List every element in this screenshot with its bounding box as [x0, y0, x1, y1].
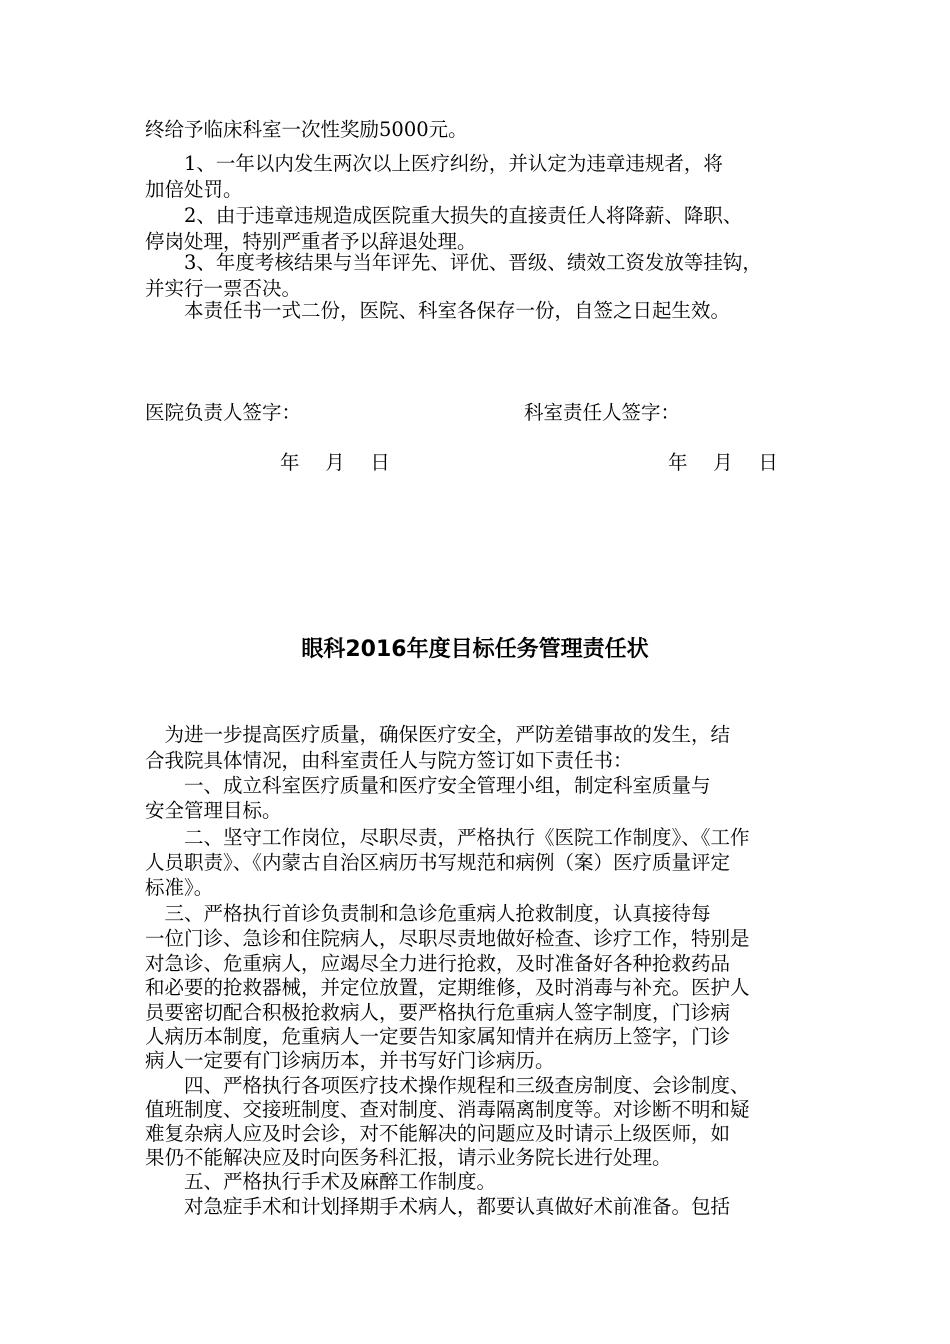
text-line: 四、严格执行各项医疗技术操作规程和三级查房制度、会诊制度、: [145, 1074, 750, 1097]
text-line: 三、严格执行首诊负责制和急诊危重病人抢救制度，认真接待每: [145, 902, 711, 925]
text-line: 难复杂病人应及时会诊，对不能解决的问题应及时请示上级医师，如: [145, 1122, 731, 1145]
hospital-signature-label: 医院负责人签字：: [145, 401, 302, 424]
text-line: 人员职责》、《内蒙古自治区病历书写规范和病例（案）医疗质量评定: [145, 851, 731, 874]
text-line: 二、坚守工作岗位，尽职尽责，严格执行《医院工作制度》、《工作: [145, 826, 750, 849]
text-line: 停岗处理，特别严重者予以辞退处理。: [145, 230, 477, 253]
text-line: 终给予临床科室一次性奖励5000元。: [145, 118, 468, 141]
text-line: 员要密切配合积极抢救病人，要严格执行危重病人签字制度，门诊病: [145, 1001, 731, 1024]
text-line: 标准》。: [145, 876, 214, 899]
text-line: 为进一步提高医疗质量，确保医疗安全，严防差错事故的发生，结: [145, 723, 731, 746]
text-line: 并实行一票否决。: [145, 277, 302, 300]
text-line: 本责任书一式二份，医院、科室各保存一份，自签之日起生效。: [145, 299, 731, 322]
text-line: 3、年度考核结果与当年评先、评优、晋级、绩效工资发放等挂钩，: [145, 251, 762, 274]
text-line: 1、一年以内发生两次以上医疗纠纷，并认定为违章违规者，将: [145, 152, 723, 175]
text-line: 对急症手术和计划择期手术病人，都要认真做好术前准备。包括: [145, 1195, 731, 1218]
text-line: 果仍不能解决应及时向医务科汇报，请示业务院长进行处理。: [145, 1146, 672, 1169]
text-line: 安全管理目标。: [145, 799, 282, 822]
document-title: 眼科2016年度目标任务管理责任状: [301, 637, 649, 662]
text-line: 2、由于违章违规造成医院重大损失的直接责任人将降薪、降职、: [145, 204, 743, 227]
text-line: 一位门诊、急诊和住院病人，尽职尽责地做好检查、诊疗工作，特别是: [145, 927, 750, 950]
text-line: 加倍处罚。: [145, 178, 243, 201]
text-line: 病人一定要有门诊病历本，并书写好门诊病历。: [145, 1049, 555, 1072]
department-date: 年 月 日: [668, 451, 778, 474]
department-signature-label: 科室责任人签字：: [524, 401, 681, 424]
text-line: 值班制度、交接班制度、查对制度、消毒隔离制度等。对诊断不明和疑: [145, 1098, 750, 1121]
text-line: 对急诊、危重病人，应竭尽全力进行抢救，及时准备好各种抢救药品: [145, 952, 731, 975]
text-line: 和必要的抢救器械，并定位放置，定期维修，及时消毒与补充。医护人: [145, 976, 750, 999]
text-line: 五、严格执行手术及麻醉工作制度。: [145, 1170, 497, 1193]
text-line: 人病历本制度，危重病人一定要告知家属知情并在病历上签字，门诊: [145, 1025, 731, 1048]
text-line: 合我院具体情况，由科室责任人与院方签订如下责任书：: [145, 749, 633, 772]
text-line: 一、成立科室医疗质量和医疗安全管理小组，制定科室质量与: [145, 774, 711, 797]
hospital-date: 年 月 日: [280, 451, 390, 474]
